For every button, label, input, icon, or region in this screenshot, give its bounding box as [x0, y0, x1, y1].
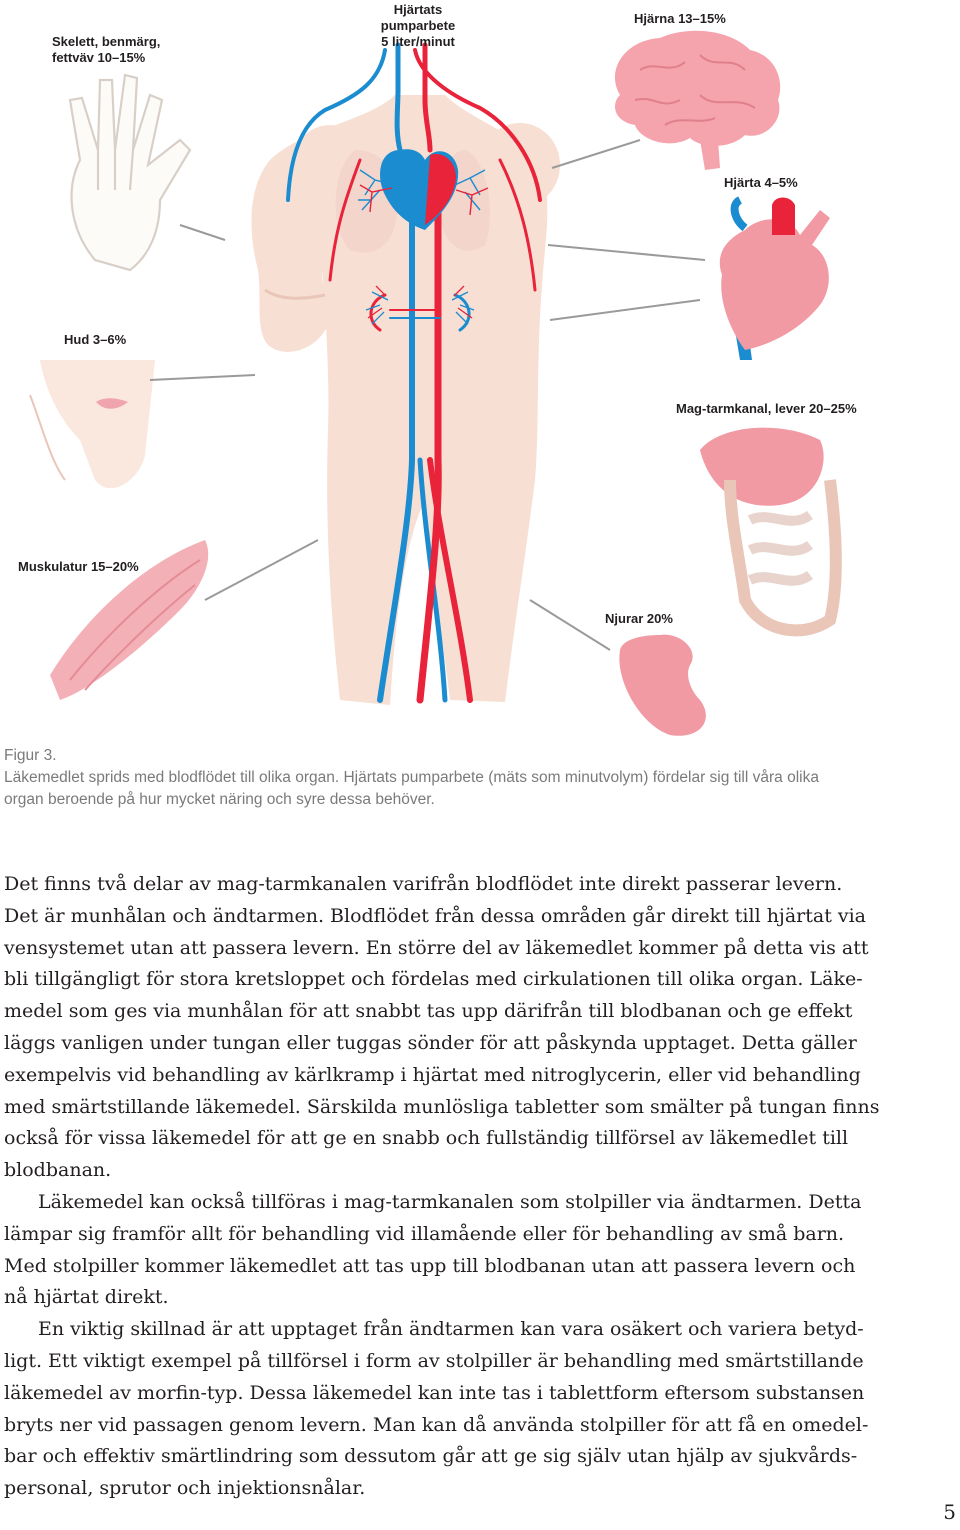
text-line: personal, sprutor och injektionsnålar. — [4, 1477, 366, 1500]
text-line: Läkemedel kan också tillföras i mag-tarmkanalen som stolpiller via ändtarmen. Detta — [38, 1190, 862, 1213]
heart-output-line-1: Hjärtats pumparbete — [380, 2, 456, 33]
text-line: En viktig skillnad är att upptaget från ändtarmen kan vara osäkert och variera betyd- — [38, 1318, 864, 1341]
caption-label: Figur 3. — [4, 747, 57, 764]
text-line: Med stolpiller kommer läkemedlet att tas upp till blodbanan utan att passera levern och — [4, 1254, 856, 1277]
page-number: 5 — [943, 1500, 956, 1524]
text-line: med smärtstillande läkemedel. Särskilda munlösliga tabletter som smälter på tungan finns — [4, 1095, 880, 1118]
text-line: nå hjärtat direkt. — [4, 1286, 169, 1309]
skeleton-label-line-2: fettväv 10–15% — [52, 50, 146, 65]
paragraph-3 — [4, 1314, 904, 1505]
body-text — [4, 869, 904, 1505]
text-line: medel som ges via munhålan för att snabbt tas upp därifrån till blodbanan och ge effekt — [4, 1000, 853, 1023]
text-line: vensystemet utan att passera levern. En större del av läkemedlet kommer på detta vis att — [4, 936, 869, 959]
circulation-figure — [0, 0, 960, 745]
text-line: läggs vanligen under tungan eller tuggas sönder för att påskynda upptaget. Detta gäller — [4, 1031, 857, 1054]
skeleton-hand — [70, 75, 190, 270]
text-line: läkemedel av morfin-typ. Dessa läkemedel kan inte tas i tablettform eftersom substansen — [4, 1381, 865, 1404]
heart-label: Hjärta 4–5% — [724, 175, 798, 190]
text-line: exempelvis vid behandling av kärlkramp i hjärtat med nitroglycerin, eller vid behandling — [4, 1063, 861, 1086]
text-line: bar och effektiv smärtlindring som dessutom går att ge sig själv utan hjälp av sjukvårds- — [4, 1445, 858, 1468]
right-shoulder — [480, 123, 560, 207]
kidneys-label: Njurar 20% — [605, 611, 673, 626]
text-line: bryts ner vid passagen genom levern. Man kan då använda stolpiller för att få en omedel- — [4, 1413, 869, 1436]
text-line: Det är munhålan och ändtarmen. Blodflödet från dessa områden går direkt till hjärtat via — [4, 904, 867, 927]
gi-tract — [700, 428, 836, 631]
skin-label: Hud 3–6% — [64, 332, 127, 347]
paragraph-2 — [4, 1187, 904, 1314]
brain-label: Hjärna 13–15% — [634, 11, 726, 26]
text-line: lämpar sig framför allt för behandling vid illamående eller för behandling av små barn. — [4, 1222, 845, 1245]
face-skin — [30, 360, 155, 488]
text-line: ligt. Ett viktigt exempel på tillförsel i form av stolpiller är behandling med smärtstillande — [4, 1349, 864, 1372]
heart-output-line-2: 5 liter/minut — [381, 34, 455, 49]
brain — [615, 31, 780, 170]
text-line: också för vissa läkemedel för att ge en snabb och fullständig tillförsel av läkemedlet till — [4, 1127, 849, 1150]
organ-heart — [720, 198, 830, 361]
circulation-illustration — [0, 0, 960, 745]
caption-line-1: Läkemedlet sprids med blodflödet till olika organ. Hjärtats pumparbete (mäts som minutvolym) fördelar sig till våra olika — [4, 769, 819, 786]
kidney — [619, 635, 706, 736]
muscle-label: Muskulatur 15–20% — [18, 559, 139, 574]
skeleton-label-line-1: Skelett, benmärg, — [52, 34, 161, 49]
gi-label: Mag-tarmkanal, lever 20–25% — [676, 401, 857, 416]
text-line: blodbanan. — [4, 1159, 112, 1182]
skeleton-label — [52, 34, 160, 66]
paragraph-1 — [4, 869, 904, 1187]
text-line: Det finns två delar av mag-tarmkanalen varifrån blodflödet inte direkt passerar levern. — [4, 873, 843, 895]
text-line: bli tillgängligt för stora kretsloppet och fördelas med cirkulationen till olika organ. Läke- — [4, 968, 863, 991]
caption-line-2: organ beroende på hur mycket näring och syre dessa behöver. — [4, 791, 435, 808]
figure-caption — [4, 745, 904, 811]
heart-output-label — [368, 2, 468, 50]
